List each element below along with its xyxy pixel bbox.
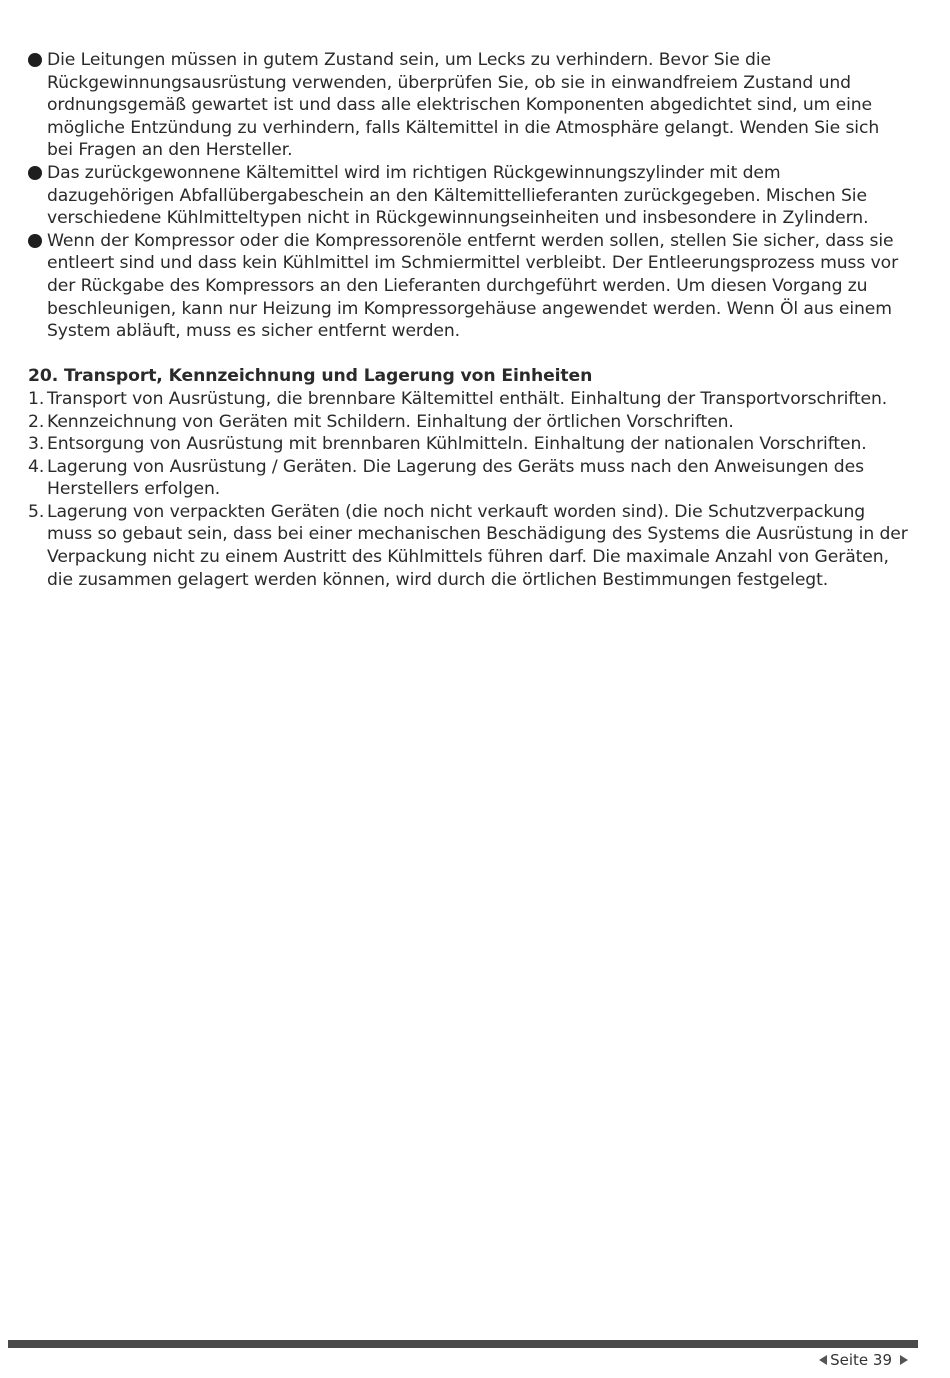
list-number: 3. (28, 434, 45, 455)
list-item (28, 501, 908, 591)
list-item (28, 49, 908, 162)
numbered-list (28, 388, 908, 591)
bullet-text: Das zurückgewonnene Kältemittel wird im richtigen Rückgewinnungszylinder mit dem dazugehörigen Abfallübergabeschein an den Kältemittellieferanten zurückgegeben. Mischen Sie verschiedene Kühlmitteltypen nicht in Rückgewinnungseinheiten und insbesondere in Zylindern. (47, 162, 869, 229)
list-number: 4. (28, 456, 45, 477)
list-text: Lagerung von Ausrüstung / Geräten. Die Lagerung des Geräts muss nach den Anweisungen des Herstellers erfolgen. (47, 456, 864, 500)
list-number: 5. (28, 501, 45, 522)
bullet-icon (28, 166, 42, 180)
previous-page-icon[interactable] (819, 1355, 827, 1365)
list-item (28, 411, 908, 434)
list-text: Transport von Ausrüstung, die brennbare Kältemittel enthält. Einhaltung der Transportvorschriften. (47, 388, 888, 409)
page-content (28, 49, 908, 591)
bullet-icon (28, 234, 42, 248)
bullet-icon (28, 53, 42, 67)
list-text: Entsorgung von Ausrüstung mit brennbaren Kühlmitteln. Einhaltung der nationalen Vorschriften. (47, 434, 867, 455)
list-item (28, 162, 908, 230)
bullet-text: Wenn der Kompressor oder die Kompressorenöle entfernt werden sollen, stellen Sie sicher, dass sie entleert sind und dass kein Kühlmittel im Schmiermittel verbleibt. Der Entleerungsprozess muss vor der Rückgabe des Kompressors an den Lieferanten durchgeführt werden. Um diesen Vorgang zu beschleunigen, kann nur Heizung im Kompressorgehäuse angewendet werden. Wenn Öl aus einem System abläuft, muss es sicher entfernt werden. (47, 230, 899, 342)
section-heading: 20. Transport, Kennzeichnung und Lagerung von Einheiten (28, 366, 593, 387)
next-page-icon[interactable] (900, 1355, 908, 1365)
bullet-text: Die Leitungen müssen in gutem Zustand sein, um Lecks zu verhindern. Bevor Sie die Rückgewinnungsausrüstung verwenden, überprüfen Sie, ob sie in einwandfreiem Zustand und ordnungsgemäß gewartet ist und dass alle elektrischen Komponenten abgedichtet sind, um eine mögliche Entzündung zu verhindern, falls Kältemittel in die Atmosphäre gelangt. Wenden Sie sich bei Fragen an den Hersteller. (47, 50, 880, 161)
page-number: Seite 39 (830, 1351, 892, 1369)
list-item (28, 230, 908, 343)
list-item (28, 388, 908, 411)
list-text: Kennzeichnung von Geräten mit Schildern. Einhaltung der örtlichen Vorschriften. (47, 411, 734, 432)
bullet-list (28, 49, 908, 343)
list-item (28, 456, 908, 501)
list-item (28, 433, 908, 456)
footer-divider (8, 1340, 918, 1348)
list-number: 1. (28, 388, 45, 409)
list-number: 2. (28, 411, 45, 432)
page-navigation (819, 1351, 908, 1369)
list-text: Lagerung von verpackten Geräten (die noch nicht verkauft worden sind). Die Schutzverpackung muss so gebaut sein, dass bei einer mechanischen Beschädigung des Systems die Ausrüstung in der Verpackung nicht zu einem Austritt des Kühlmittels führen darf. Die maximale Anzahl von Geräten, die zusammen gelagert werden können, wird durch die örtlichen Bestimmungen festgelegt. (47, 501, 908, 590)
